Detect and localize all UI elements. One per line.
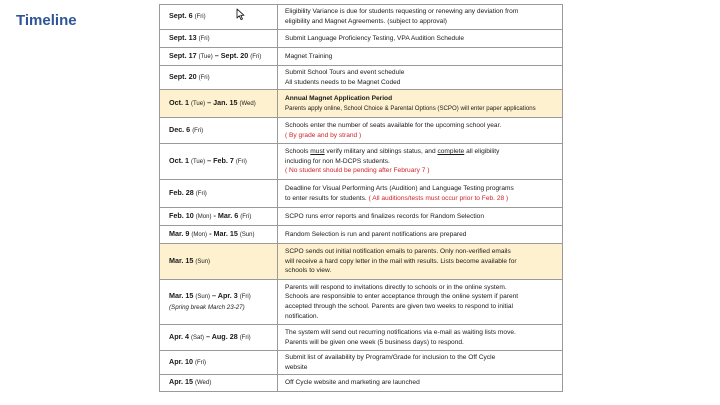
table-row [160,48,563,66]
table-row [160,90,563,118]
table-row [160,118,563,144]
table-row [160,375,563,392]
date-cell: Apr. 4 (Sat) – Aug. 28 (Fri) [160,325,278,351]
table-row [160,351,563,375]
date-cell: Oct. 1 (Tue) – Feb. 7 (Fri) [160,144,278,180]
description-cell: Parents will respond to invitations directly to schools or in the online system. Schools are responsible to enter acceptance through the online system if parent accepted through the school. Parents are given two weeks to respond to initial notification. [278,280,563,325]
description-cell: SCPO runs error reports and finalizes records for Random Selection [278,208,563,226]
table-row [160,280,563,325]
date-cell: Oct. 1 (Tue) – Jan. 15 (Wed) [160,90,278,118]
date-cell: Sept. 6 (Fri) [160,5,278,30]
table-row [160,5,563,30]
date-cell: Feb. 28 (Fri) [160,180,278,208]
table-row [160,30,563,48]
table-row [160,180,563,208]
table-row [160,144,563,180]
date-cell: Mar. 9 (Mon) - Mar. 15 (Sun) [160,226,278,244]
description-cell: Schools enter the number of seats available for the upcoming school year. ( By grade and by strand ) [278,118,563,144]
description-cell: Eligibility Variance is due for students requesting or renewing any deviation from eligibility and Magnet Agreements. (subject to approval) [278,5,563,30]
table-row [160,66,563,90]
description-cell: Off Cycle website and marketing are launched [278,375,563,392]
date-cell: Sept. 17 (Tue) – Sept. 20 (Fri) [160,48,278,66]
date-cell: Sept. 13 (Fri) [160,30,278,48]
date-cell: Dec. 6 (Fri) [160,118,278,144]
date-cell: Apr. 15 (Wed) [160,375,278,392]
date-cell: Mar. 15 (Sun) – Apr. 3 (Fri) (Spring break March 23-27) [160,280,278,325]
description-cell: The system will send out recurring notifications via e-mail as waiting lists move. Parents will be given one week (5 business days) to respond. [278,325,563,351]
date-cell: Sept. 20 (Fri) [160,66,278,90]
description-cell: Magnet Training [278,48,563,66]
timeline-table [159,4,563,392]
table-row [160,226,563,244]
description-cell: Submit School Tours and event schedule All students needs to be Magnet Coded [278,66,563,90]
description-cell: Deadline for Visual Performing Arts (Audition) and Language Testing programs to enter results for students. ( All auditions/tests must occur prior to Feb. 28 ) [278,180,563,208]
table-row [160,325,563,351]
date-cell: Feb. 10 (Mon) - Mar. 6 (Fri) [160,208,278,226]
date-cell: Apr. 10 (Fri) [160,351,278,375]
slide-title: Timeline [16,12,77,29]
table-row [160,208,563,226]
description-cell: SCPO sends out initial notification emails to parents. Only non-verified emails will receive a hard copy letter in the mail with results. Lists become available for schools to view. [278,244,563,280]
description-cell: Random Selection is run and parent notifications are prepared [278,226,563,244]
description-cell: Submit list of availability by Program/Grade for inclusion to the Off Cycle website [278,351,563,375]
description-cell: Schools must verify military and siblings status, and complete all eligibility including for non M-DCPS students. ( No student should be pending after February 7 ) [278,144,563,180]
description-cell: Submit Language Proficiency Testing, VPA Audition Schedule [278,30,563,48]
description-cell: Annual Magnet Application Period Parents apply online, School Choice & Parental Options (SCPO) will enter paper applications [278,90,563,118]
table-row [160,244,563,280]
date-cell: Mar. 15 (Sun) [160,244,278,280]
